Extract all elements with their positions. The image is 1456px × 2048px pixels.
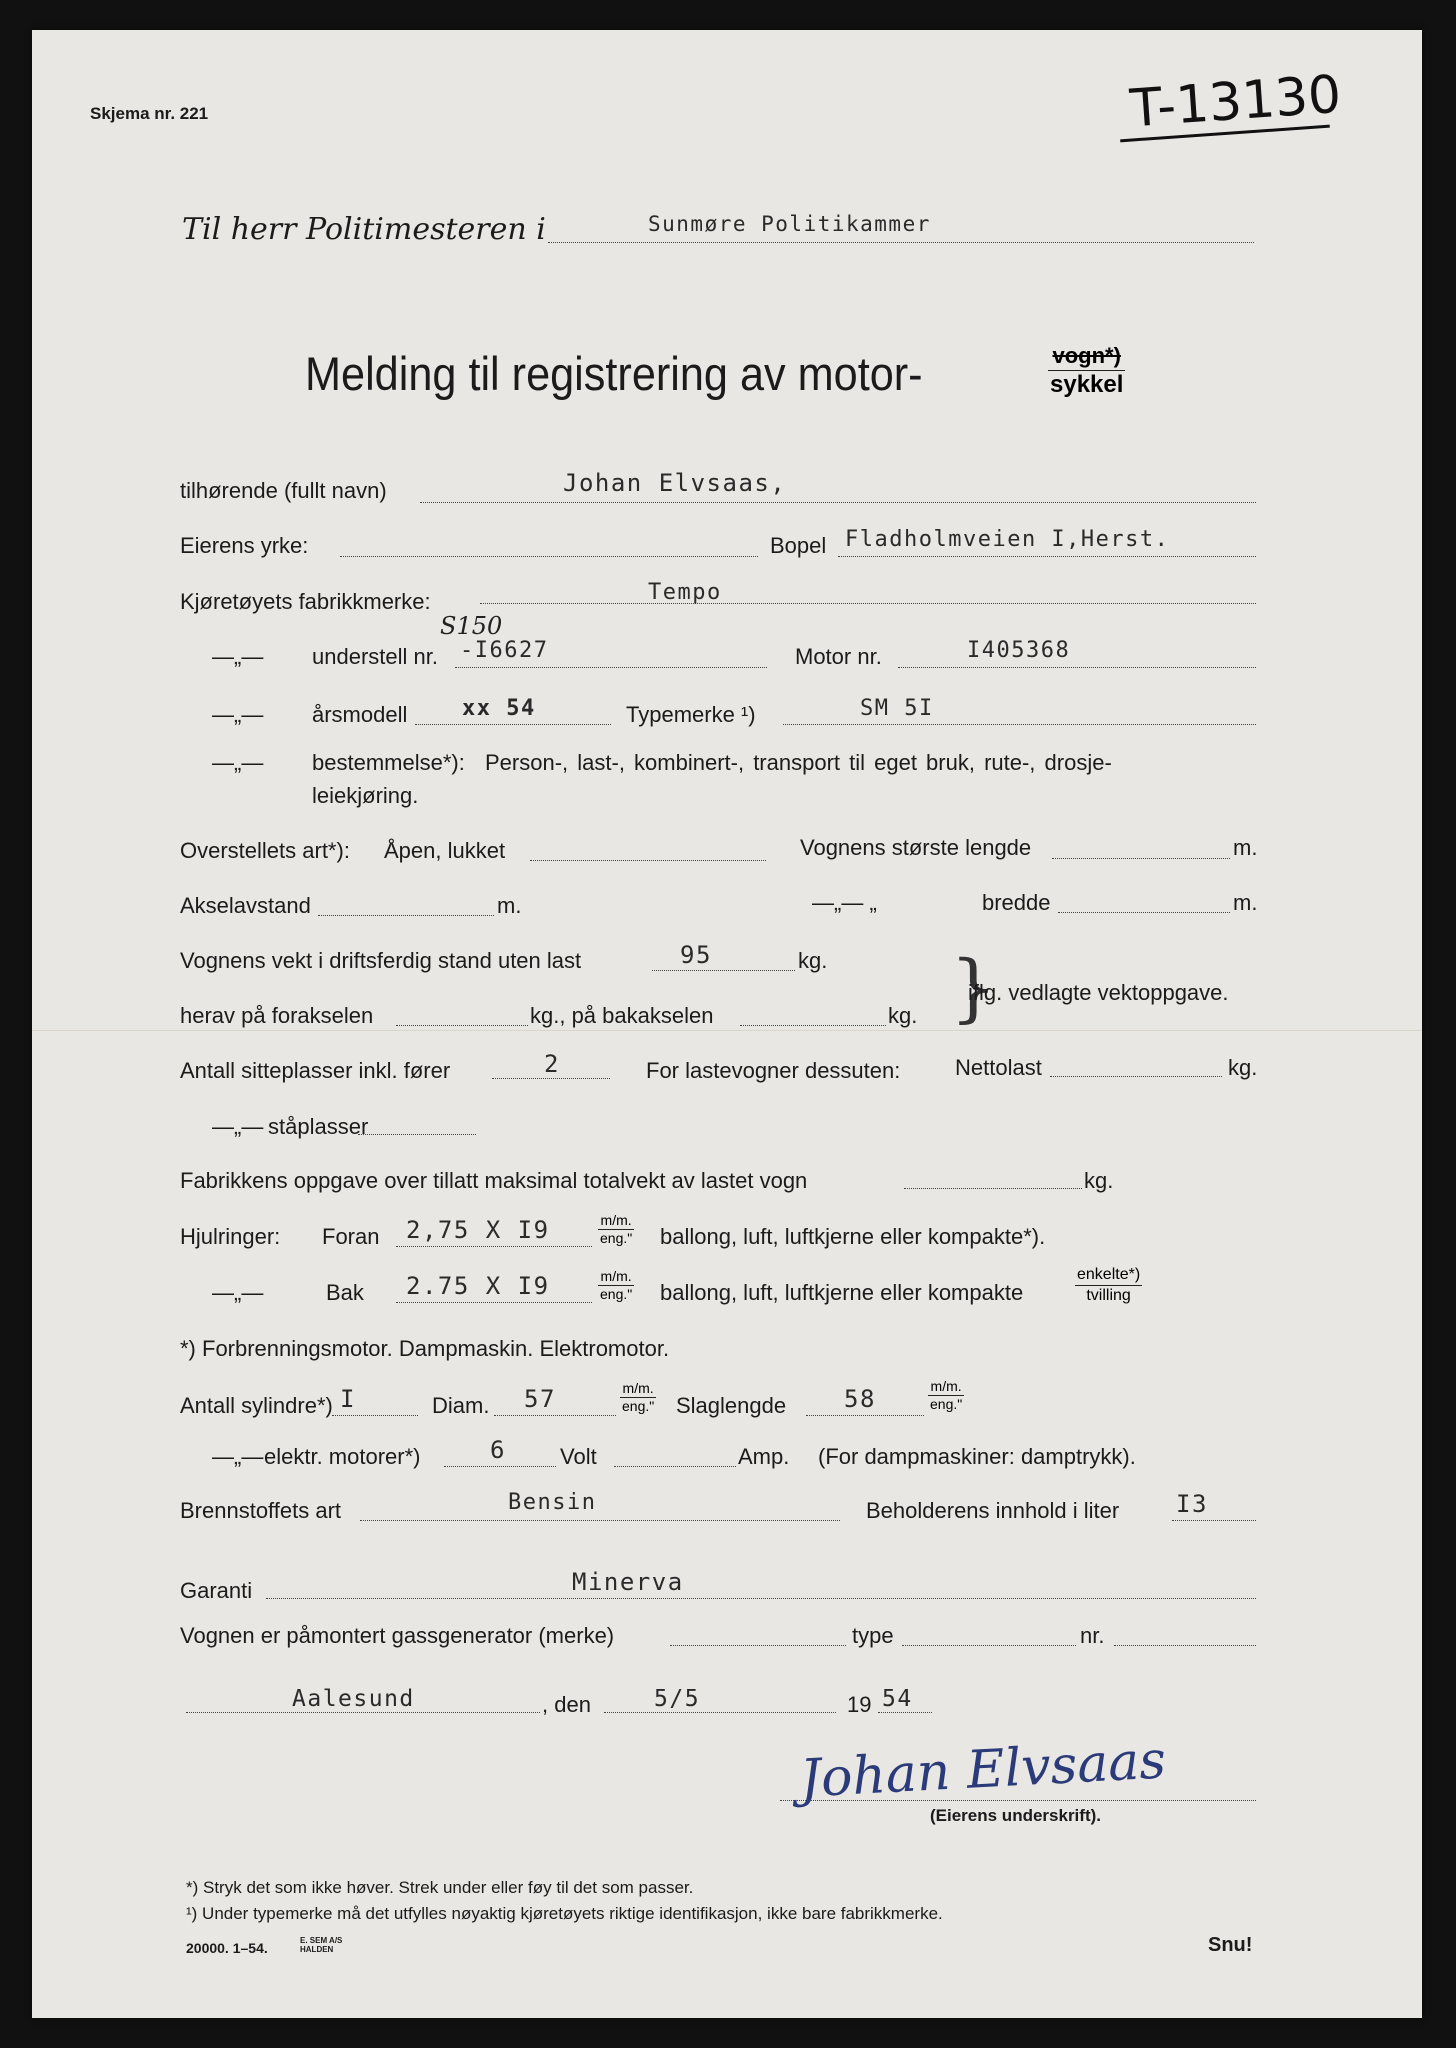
weight-note: iflg. vedlagte vektoppgave. — [968, 980, 1229, 1005]
cargo-label: For lastevogner dessuten: — [646, 1058, 901, 1083]
model-year-line — [415, 724, 611, 725]
electric-motors-label: elektr. motorer*) — [264, 1444, 421, 1469]
rear-axle-unit: kg. — [888, 1003, 918, 1028]
unit-eng: eng." — [930, 1396, 963, 1412]
addressee-line — [548, 242, 1254, 243]
max-total-line — [904, 1188, 1082, 1189]
rear-tire-unit — [598, 1268, 634, 1303]
year-line — [878, 1712, 932, 1713]
rear-tire-line — [396, 1302, 592, 1303]
fuel-label: Brennstoffets art — [180, 1498, 342, 1523]
chassis-value: -I6627 — [460, 638, 549, 663]
unit-eng: eng." — [622, 1398, 655, 1414]
front-axle-line — [396, 1025, 528, 1026]
gas-type-label: type — [852, 1623, 894, 1648]
signature-line — [780, 1800, 1256, 1801]
stroke-unit — [928, 1378, 964, 1413]
place-value: Aalesund — [292, 1686, 415, 1712]
front-tire-label: Foran — [322, 1224, 380, 1249]
title-vogn: vogn*) — [1048, 342, 1125, 371]
footnote-1: *) Stryk det som ikke høver. Strek under eller føy til det som passer. — [186, 1878, 694, 1897]
title-vehicle-type — [1048, 342, 1125, 399]
chassis-label: understell nr. — [312, 644, 438, 669]
unit-eng: eng." — [600, 1230, 633, 1246]
address-value: Fladholmveien I,Herst. — [845, 527, 1170, 552]
ditto-mark: —„— — [212, 1114, 264, 1139]
rear-axle-label: kg., på bakakselen — [530, 1003, 714, 1028]
diameter-value: 57 — [524, 1385, 556, 1413]
date-label: , den — [542, 1692, 591, 1717]
purpose-options: Person-, last-, kombinert-, transport til eget bruk, rute-, drosje- — [485, 750, 1112, 775]
date-value: 5/5 — [654, 1686, 701, 1712]
stroke-label: Slaglengde — [676, 1393, 787, 1418]
front-tire-type: ballong, luft, luftkjerne eller kompakte*). — [660, 1224, 1046, 1249]
year-value: 54 — [882, 1686, 913, 1712]
make-line — [480, 603, 1256, 604]
twin-option: tvilling — [1086, 1287, 1131, 1304]
front-tire-line — [396, 1246, 592, 1247]
wheelbase-line — [318, 915, 494, 916]
footnote-2: ¹) Under typemerke må det utfylles nøyaktig kjøretøyets riktige identifikasjon, ikke bare fabrikkmerke. — [186, 1904, 943, 1923]
seats-label: Antall sitteplasser inkl. fører — [180, 1058, 451, 1083]
standing-label: ståplasser — [268, 1114, 369, 1139]
gas-generator-label: Vognen er påmontert gassgenerator (merke) — [180, 1623, 615, 1648]
curb-weight-unit: kg. — [798, 948, 828, 973]
ditto-mark: —„— — [212, 702, 264, 727]
warranty-label: Garanti — [180, 1578, 253, 1603]
single-option: enkelte*) — [1075, 1265, 1142, 1286]
make-value: Tempo — [648, 580, 722, 605]
amp-line — [614, 1466, 736, 1467]
addressee-label: Til herr Politimesteren i — [182, 212, 546, 247]
max-total-unit: kg. — [1084, 1168, 1114, 1193]
type-label: Typemerke ¹) — [626, 702, 756, 727]
front-tire-value: 2,75 X I9 — [406, 1216, 550, 1244]
seats-value: 2 — [544, 1050, 560, 1078]
warranty-value: Minerva — [572, 1568, 684, 1596]
diameter-line — [494, 1415, 616, 1416]
width-unit: m. — [1233, 890, 1258, 915]
ditto-mark: —„— — [212, 750, 264, 775]
unit-eng: eng." — [600, 1286, 633, 1302]
address-line — [838, 556, 1256, 557]
tank-value: I3 — [1176, 1490, 1208, 1518]
form-number: Skjema nr. 221 — [90, 104, 209, 123]
volt-value: 6 — [490, 1436, 506, 1464]
rear-tire-label: Bak — [326, 1280, 364, 1305]
motor-number-label: Motor nr. — [795, 644, 882, 669]
body-type-line — [530, 860, 766, 861]
print-info: 20000. 1–54. — [186, 1940, 268, 1956]
curb-weight-label: Vognens vekt i driftsferdig stand uten last — [180, 948, 582, 973]
year-prefix: 19 — [847, 1692, 872, 1717]
max-length-line — [1052, 858, 1230, 859]
single-twin-choice — [1075, 1265, 1142, 1306]
width-label: bredde — [982, 890, 1051, 915]
body-type-label: Overstellets art*): — [180, 838, 350, 863]
chassis-line — [455, 667, 767, 668]
unit-mm: m/m. — [620, 1380, 656, 1398]
paper-fold-line — [32, 1030, 1422, 1032]
date-line — [604, 1712, 836, 1713]
owner-name-line — [420, 502, 1256, 503]
occupation-label: Eierens yrke: — [180, 533, 309, 558]
stroke-value: 58 — [844, 1385, 876, 1413]
warranty-line — [266, 1598, 1256, 1599]
wheelbase-unit: m. — [497, 893, 522, 918]
ditto-mark: —„— — [212, 644, 264, 669]
width-ditto: —„— „ — [812, 890, 877, 915]
max-total-label: Fabrikkens oppgave over tillatt maksimal totalvekt av lastet vogn — [180, 1168, 808, 1193]
owner-name-value: Johan Elvsaas, — [563, 469, 787, 497]
owner-name-label: tilhørende (fullt navn) — [180, 478, 387, 503]
body-type-options: Åpen, lukket — [384, 838, 506, 863]
max-length-unit: m. — [1233, 835, 1258, 860]
amp-label: Amp. — [738, 1444, 790, 1469]
unit-mm: m/m. — [598, 1212, 634, 1230]
model-year-label: årsmodell — [312, 702, 408, 727]
fuel-value: Bensin — [508, 1490, 597, 1515]
steam-note: (For dampmaskiner: damptrykk). — [818, 1444, 1136, 1469]
unit-mm: m/m. — [928, 1378, 964, 1396]
chassis-handwritten-note: S150 — [440, 612, 503, 640]
printer-info: E. SEM A/S HALDEN — [300, 1936, 343, 1954]
engine-type-options: *) Forbrenningsmotor. Dampmaskin. Elektromotor. — [180, 1336, 670, 1361]
signature-caption: (Eierens underskrift). — [930, 1806, 1101, 1825]
gas-type-line — [902, 1645, 1076, 1646]
net-load-line — [1050, 1076, 1222, 1077]
diameter-label: Diam. — [432, 1393, 490, 1418]
addressee-value: Sunmøre Politikammer — [648, 212, 931, 236]
standing-line — [358, 1134, 476, 1135]
address-label: Bopel — [770, 533, 827, 558]
seats-line — [492, 1078, 610, 1079]
front-tire-unit — [598, 1212, 634, 1247]
rear-tire-value: 2.75 X I9 — [406, 1272, 550, 1300]
cylinders-label: Antall sylindre*) — [180, 1393, 333, 1418]
front-axle-label: herav på forakselen — [180, 1003, 374, 1028]
net-load-unit: kg. — [1228, 1055, 1258, 1080]
width-line — [1058, 912, 1230, 913]
gas-number-label: nr. — [1080, 1623, 1105, 1648]
type-value: SM 5I — [860, 696, 934, 721]
unit-mm: m/m. — [598, 1268, 634, 1286]
cylinders-line — [332, 1415, 418, 1416]
volt-label: Volt — [560, 1444, 597, 1469]
title-sykkel: sykkel — [1050, 371, 1124, 398]
fuel-line — [360, 1520, 840, 1521]
net-load-label: Nettolast — [955, 1055, 1042, 1080]
model-year-value: xx 54 — [462, 696, 536, 721]
wheelbase-label: Akselavstand — [180, 893, 311, 918]
ditto-mark: —„— — [212, 1444, 264, 1469]
gas-generator-line — [670, 1645, 846, 1646]
curb-weight-line — [652, 970, 795, 971]
ditto-mark: —„— — [212, 1280, 264, 1305]
owner-signature: Johan Elvsaas — [798, 1730, 1168, 1810]
form-title: Melding til registrering av motor- — [305, 347, 923, 400]
rear-axle-line — [740, 1025, 886, 1026]
make-label: Kjøretøyets fabrikkmerke: — [180, 589, 431, 614]
curb-weight-value: 95 — [680, 941, 712, 969]
gas-number-line — [1114, 1645, 1256, 1646]
stroke-line — [806, 1415, 924, 1416]
tank-line — [1172, 1520, 1256, 1521]
type-line — [783, 724, 1256, 725]
motor-number-line — [898, 667, 1256, 668]
rear-tire-type: ballong, luft, luftkjerne eller kompakte — [660, 1280, 1024, 1305]
diameter-unit — [620, 1380, 656, 1415]
turn-over-note: Snu! — [1208, 1934, 1253, 1956]
weight-brace: } — [950, 945, 998, 1031]
motor-number-value: I405368 — [967, 638, 1071, 663]
purpose-options-cont: leiekjøring. — [312, 783, 419, 808]
tires-label: Hjulringer: — [180, 1224, 281, 1249]
max-length-label: Vognens største lengde — [800, 835, 1032, 860]
volt-line — [444, 1466, 556, 1467]
place-line — [186, 1712, 540, 1713]
cylinders-value: I — [340, 1385, 356, 1413]
case-reference-handwritten: T-13130 — [1128, 64, 1344, 140]
tank-label: Beholderens innhold i liter — [866, 1498, 1120, 1523]
purpose-label: bestemmelse*): — [312, 750, 465, 775]
occupation-line — [340, 556, 758, 557]
